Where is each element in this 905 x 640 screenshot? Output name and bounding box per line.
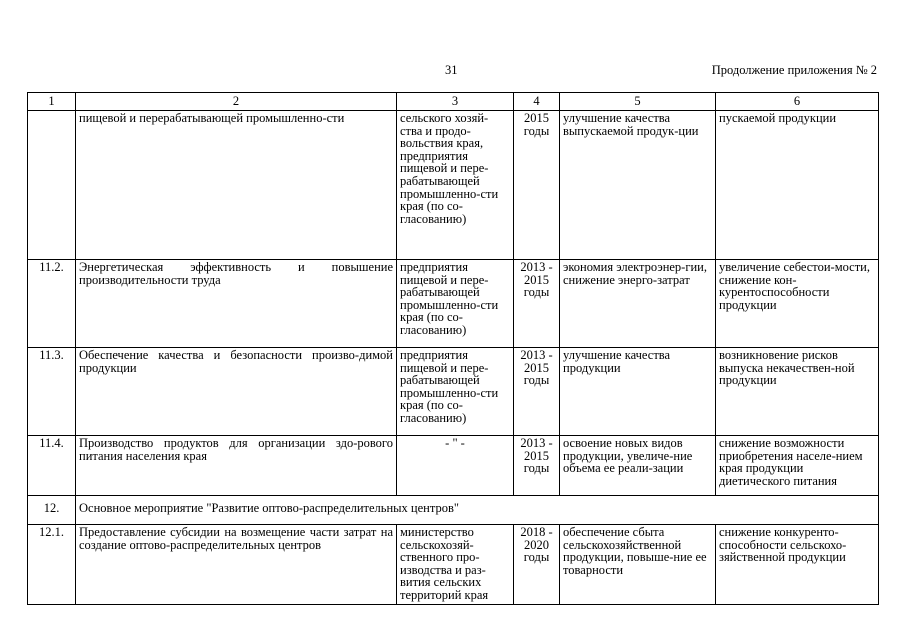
row-number: 11.4. xyxy=(28,436,76,496)
executor: - " - xyxy=(397,436,514,496)
expected-result: улучшение качества выпускаемой продук-ции xyxy=(560,111,716,260)
expected-result: экономия электроэнер-гии, снижение энерго-затрат xyxy=(560,260,716,348)
executor: министерство сельскохозяй-ственного про-изводства и раз-вития сельских территорий края xyxy=(397,525,514,605)
page-number: 31 xyxy=(445,63,458,77)
main-event-title: Основное мероприятие "Развитие оптово-распределительных центров" xyxy=(76,496,879,525)
executor: сельского хозяй-ства и продо-вольствия края, предприятия пищевой и пере-рабатывающей промышленно-сти края (по со-гласованию) xyxy=(397,111,514,260)
table-row xyxy=(28,348,879,436)
column-number: 6 xyxy=(716,93,879,111)
measure-name: Предоставление субсидии на возмещение части затрат на создание оптово-распределительных центров xyxy=(76,525,397,605)
executor: предприятия пищевой и пере-рабатывающей промышленно-сти края (по со-гласованию) xyxy=(397,260,514,348)
non-implementation-consequence: пускаемой продукции xyxy=(716,111,879,260)
non-implementation-consequence: увеличение себестои-мости, снижение кон-курентоспособности продукции xyxy=(716,260,879,348)
non-implementation-consequence: снижение возможности приобретения населе-нием края продукции диетического питания xyxy=(716,436,879,496)
row-number xyxy=(28,111,76,260)
measures-table xyxy=(27,92,879,605)
column-number: 1 xyxy=(28,93,76,111)
column-number: 2 xyxy=(76,93,397,111)
implementation-period: 2013 - 2015 годы xyxy=(514,260,560,348)
row-number: 11.2. xyxy=(28,260,76,348)
column-number: 3 xyxy=(397,93,514,111)
table-row xyxy=(28,260,879,348)
row-number: 12.1. xyxy=(28,525,76,605)
measure-name: пищевой и перерабатывающей промышленно-сти xyxy=(76,111,397,260)
row-number: 12. xyxy=(28,496,76,525)
expected-result: улучшение качества продукции xyxy=(560,348,716,436)
column-number-row xyxy=(28,93,879,111)
column-number: 4 xyxy=(514,93,560,111)
main-event-row xyxy=(28,496,879,525)
measure-name: Производство продуктов для организации здо-рового питания населения края xyxy=(76,436,397,496)
measure-name: Энергетическая эффективность и повышение производительности труда xyxy=(76,260,397,348)
table-row xyxy=(28,111,879,260)
non-implementation-consequence: возникновение рисков выпуска некачествен-ной продукции xyxy=(716,348,879,436)
implementation-period: 2013 - 2015 годы xyxy=(514,348,560,436)
measure-name: Обеспечение качества и безопасности произво-димой продукции xyxy=(76,348,397,436)
column-number: 5 xyxy=(560,93,716,111)
implementation-period: 2018 - 2020 годы xyxy=(514,525,560,605)
table-row xyxy=(28,525,879,605)
continuation-note: Продолжение приложения № 2 xyxy=(711,63,877,77)
row-number: 11.3. xyxy=(28,348,76,436)
table-row xyxy=(28,436,879,496)
executor: предприятия пищевой и пере-рабатывающей промышленно-сти края (по со-гласованию) xyxy=(397,348,514,436)
expected-result: освоение новых видов продукции, увеличе-ние объема ее реали-зации xyxy=(560,436,716,496)
non-implementation-consequence: снижение конкуренто-способности сельскохо-зяйственной продукции xyxy=(716,525,879,605)
expected-result: обеспечение сбыта сельскохозяйственной продукции, повыше-ние ее товарности xyxy=(560,525,716,605)
implementation-period: 2015 годы xyxy=(514,111,560,260)
implementation-period: 2013 - 2015 годы xyxy=(514,436,560,496)
